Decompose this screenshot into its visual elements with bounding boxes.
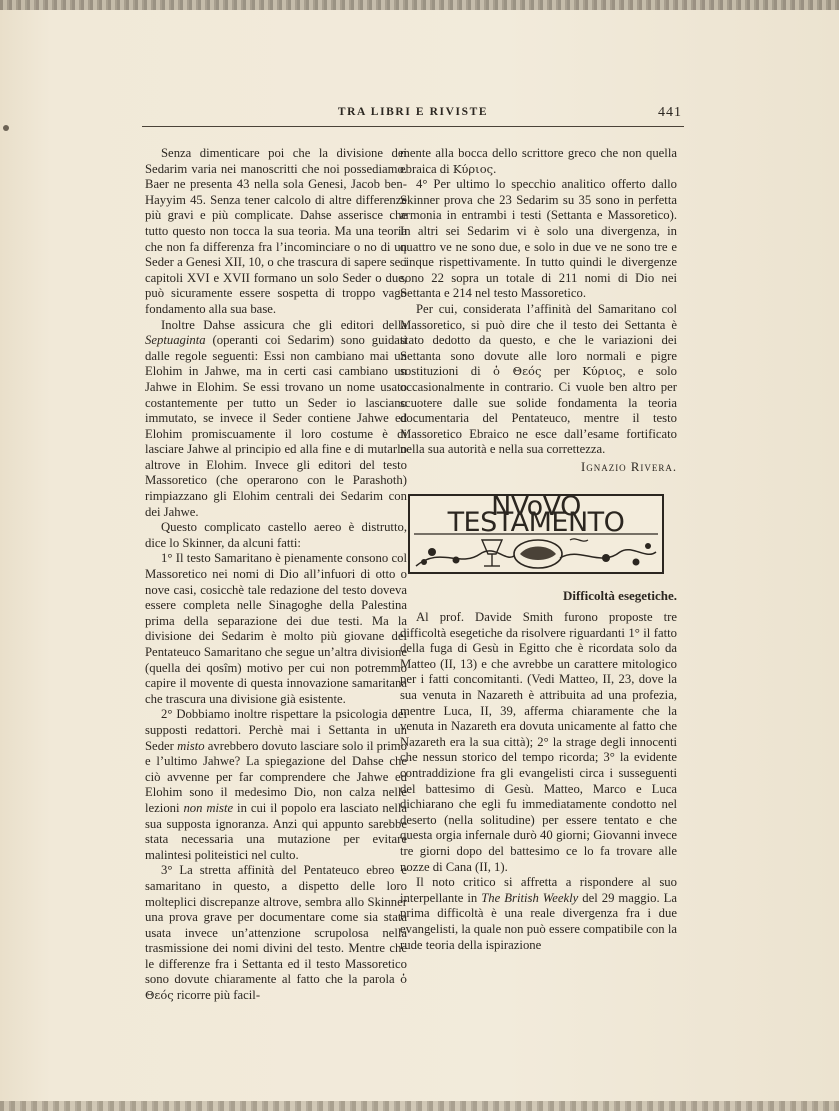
paragraph: mente alla bocca dello scrittore greco che non quella ebraica di Κύριος. [400, 146, 677, 176]
top-page-edge [0, 0, 839, 10]
paragraph: Per cui, considerata l’affinità del Samaritano col Massoretico, si può dire che il testo dei Settanta è stato dedotto da questo, e che le variazioni dei Settanta sono dovute alle loro normali e pigre sostituzioni di ὁ Θεός per Κύριος, e solo occasionalmente in contrario. Ci vuole ben altro per scuotere dalle sue solide fondamenta la teoria documentaria del Pentateuco, mentre il testo Massoretico Ebraico ne esce dall’esame fortificato nella sua autorità e nella sua correttezza. [400, 301, 677, 457]
paragraph: 2° Dobbiamo inoltre rispettare la psicologia dei supposti redattori. Perchè mai i Settanta in un Seder misto avrebbero dovuto lasciare solo il primo e l’ultimo Jahwe? La spiegazione del Dahse che ciò avvenne per far comprendere che Jahwe ed Elohim sono il medesimo Dio, non calza nelle lezioni non miste in cui il popolo era lasciato nella sua supposta ignoranza. Anzi qui appunto sarebbe stata necessaria una mutazione per evitare malintesi politeistici nel culto. [145, 707, 407, 862]
bottom-page-edge [0, 1101, 839, 1111]
paragraph: 3° La stretta affinità del Pentateuco ebreo e samaritano in questo, a dispetto delle loro molteplici discrepanze altrove, sembra allo Skinner una prova grave per documentare come sia stata usata invece un’attenzione scrupolosa nella trasmissione dei nomi divini del testo. Mentre che le differenze fra i Settanta ed il testo Massoretico sono dovute chiaramente al fatto che la parola ὁ Θεός ricorre più facil- [145, 863, 407, 1003]
paragraph: Al prof. Davide Smith furono proposte tre difficoltà esegetiche da risolvere riguardanti 1° il fatto della fuga di Gesù in Egitto che è ricordata solo da Matteo (II, 13) e che avrebbe un carattere mitologico per i fatti concomitanti. (Vedi Matteo, II, 23, dove la sua venuta in Nazareth è attribuita ad una profezia, mentre Luca, II, 39, afferma chiaramente che la venuta in Nazareth era dovuta unicamente al fatto che Nazareth era la sua città); 2° la strage degli innocenti che nessun storico del tempo ricorda; 3° la evidente contraddizione fra gli evangelisti circa i susseguenti del battesimo di Gesù. Matteo, Marco e Luca dichiarano che egli fu immediatamente condotto nel deserto (nella solitudine) per essere tentato e che questa orgia infernale durò 40 giorni; Giovanni invece tre giorni dopo del battesimo ce lo fa trovare alle nozze di Cana (II, 1). [400, 610, 677, 874]
paragraph: 4° Per ultimo lo specchio analitico offerto dallo Skinner prova che 23 Sedarim su 35 sono in perfetta armonia in entrambi i testi (Settanta e Massoretico). In altri sei Sedarim vi è solo una divergenza, in quattro ve ne sono due, e solo in due ve ne sono tre e cinque rispettivamente. In tutto quindi le divergenze sono 22 sopra un totale di 211 nomi di Dio nei Settanta e 214 nel testo Massoretico. [400, 177, 677, 301]
section-heading: Difficoltà esegetiche. [562, 588, 677, 604]
right-column [400, 146, 677, 953]
section-banner [408, 494, 664, 574]
banner-title: NVoVO TESTAMENTO [447, 494, 625, 539]
paragraph: Il noto critico si affretta a rispondere al suo interpellante in The British Weekly del 29 maggio. La prima difficoltà è una reale divergenza fra i due evangelisti, la quale non può essere compatibile con la rude teoria della ispirazione [400, 875, 677, 952]
paragraph: 1° Il testo Samaritano è pienamente consono col Massoretico nei nomi di Dio all’infuori di otto o nove casi, cosicchè tale redazione del testo doveva essere completa nelle Sinagoghe della Palestina prima della separazione dei due testi. Ma la divisione dei Sedarim è molto più giovane del Pentateuco Samaritano che segue un’altra divisione (quella dei qosîm) motivo per cui non potremmo capire il movente di questa innovazione samaritana che trascura una divisione già esistente. [145, 551, 407, 706]
margin-ink-spot [3, 125, 9, 131]
paragraph: Inoltre Dahse assicura che gli editori della Septuaginta (operanti coi Sedarim) sono guidati dalle regole seguenti: Essi non cambiano mai un Elohim in Jahwe, ma in certi casi cambiano un Jahwe in Elohim. Se essi trovano un nome usato costantemente per tutto un Seder io lasciano immutato, se invece il Seder contiene Jahwe ed Elohim promiscuamente il loro costume è di lasciare Jahwe al principio ed alla fine e di mutarlo altrove in Elohim. Invece gli editori del testo Massoretico (che operarono con le Parashoth) rimpiazzano gli Elohim centrali dei Sedarim con dei Jahwe. [145, 317, 407, 519]
paragraph: Senza dimenticare poi che la divisione dei Sedarim varia nei manoscritti che noi possediamo. Baer ne presenta 43 nella sola Genesi, Jacob ben-Hayyim 45. Senza tener calcolo di altre differenze più gravi e più complicate. Dahse asserisce che tutto questo non tocca la sua teoria. Ma una teoria che non fa differenza fra l’incominciare o no di un Seder a Genesi XII, 10, o che trascura di sapere se i capitoli XVI e XVII formano un solo Seder o due, può sicuramente essere sospetta di troppo vago fondamento alla sua base. [145, 146, 407, 316]
running-title: TRA LIBRI E RIVISTE [337, 106, 489, 118]
author-signature: Ignazio Rivera. [580, 459, 677, 474]
left-column [145, 146, 407, 1004]
paragraph: Questo complicato castello aereo è distrutto, dice lo Skinner, da alcuni fatti: [145, 520, 407, 550]
page-number: 441 [658, 105, 682, 120]
page-header [142, 104, 684, 127]
